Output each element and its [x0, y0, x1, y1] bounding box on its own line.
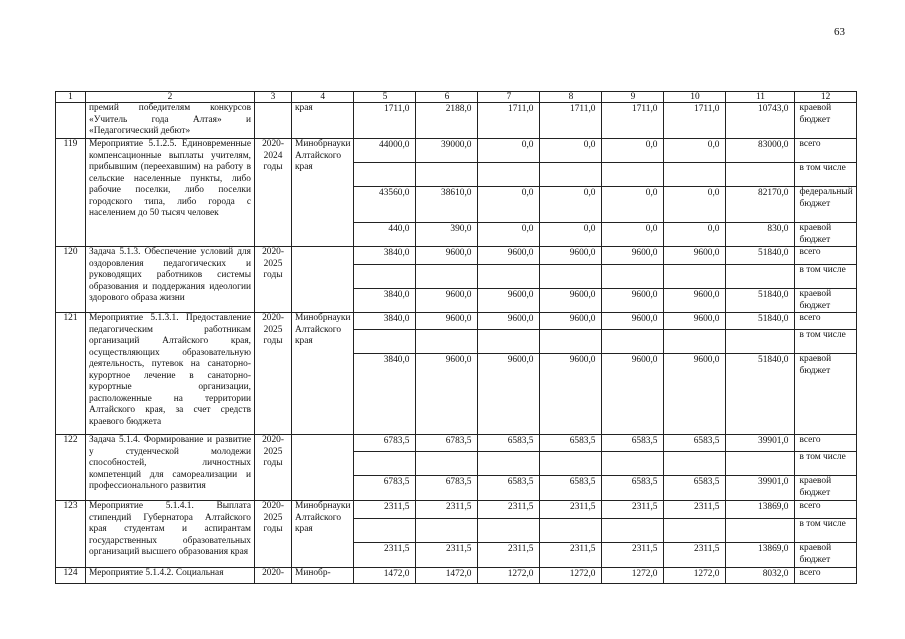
value-cell: 6583,5 [540, 476, 602, 501]
value-cell: 9600,0 [602, 354, 664, 435]
value-cell: 9600,0 [664, 289, 726, 313]
value-cell: 0,0 [478, 187, 540, 223]
table-row [56, 247, 857, 265]
funding-source: краевой бюджет [795, 103, 856, 139]
value-cell: 44000,0 [354, 139, 416, 163]
value-cell: 3840,0 [354, 247, 416, 265]
funding-source: всего [795, 435, 856, 452]
row-description: премий победителям конкурсов «Учитель года Алтая» и «Педагогический дебют» [86, 103, 255, 139]
value-cell: 2311,5 [602, 543, 664, 568]
value-cell: 9600,0 [664, 354, 726, 435]
value-cell [664, 519, 726, 543]
value-cell [354, 452, 416, 476]
value-cell [726, 163, 795, 187]
value-cell: 9600,0 [540, 354, 602, 435]
value-cell: 1272,0 [540, 568, 602, 584]
value-cell: 9600,0 [416, 354, 478, 435]
value-cell: 13869,0 [726, 543, 795, 568]
value-cell: 6583,5 [478, 435, 540, 452]
header-cell: 4 [292, 92, 354, 103]
value-cell: 51840,0 [726, 354, 795, 435]
value-cell: 9600,0 [664, 313, 726, 330]
value-cell: 440,0 [354, 223, 416, 247]
value-cell: 8032,0 [726, 568, 795, 584]
funding-source: краевой бюджет [795, 223, 856, 247]
value-cell: 0,0 [602, 187, 664, 223]
row-years: 2020-2025 годы [255, 247, 292, 313]
header-cell: 10 [664, 92, 726, 103]
row-years: 2020-2025 годы [255, 313, 292, 435]
value-cell [354, 330, 416, 354]
value-cell [726, 330, 795, 354]
value-cell: 2311,5 [478, 543, 540, 568]
row-years: 2020- [255, 568, 292, 584]
value-cell: 6783,5 [416, 476, 478, 501]
value-cell: 2188,0 [416, 103, 478, 139]
row-number: 124 [56, 568, 86, 584]
funding-source: всего [795, 313, 856, 330]
value-cell: 1272,0 [664, 568, 726, 584]
value-cell: 51840,0 [726, 247, 795, 265]
value-cell: 0,0 [664, 139, 726, 163]
header-cell: 2 [86, 92, 255, 103]
row-number: 120 [56, 247, 86, 313]
value-cell [416, 330, 478, 354]
value-cell: 9600,0 [540, 313, 602, 330]
value-cell [416, 265, 478, 289]
value-cell [478, 452, 540, 476]
funding-source: краевой бюджет [795, 476, 856, 501]
value-cell: 1711,0 [540, 103, 602, 139]
funding-source: всего [795, 568, 856, 584]
header-cell: 7 [478, 92, 540, 103]
page-number: 63 [834, 26, 845, 38]
row-number: 122 [56, 435, 86, 501]
table-header-row [56, 92, 857, 103]
row-number: 119 [56, 139, 86, 247]
value-cell: 6583,5 [664, 476, 726, 501]
row-description: Задача 5.1.3. Обеспечение условий для оздоровления педагогических и руководящих работников системы образования и поддержания идеологии здорового образа жизни [86, 247, 255, 313]
value-cell [664, 265, 726, 289]
value-cell: 51840,0 [726, 313, 795, 330]
funding-source: краевой бюджет [795, 289, 856, 313]
header-cell: 8 [540, 92, 602, 103]
value-cell: 0,0 [540, 187, 602, 223]
value-cell [540, 330, 602, 354]
value-cell: 6583,5 [602, 435, 664, 452]
value-cell [416, 163, 478, 187]
value-cell: 43560,0 [354, 187, 416, 223]
funding-source: краевой бюджет [795, 543, 856, 568]
value-cell: 1711,0 [478, 103, 540, 139]
value-cell: 830,0 [726, 223, 795, 247]
value-cell: 2311,5 [540, 543, 602, 568]
value-cell: 1711,0 [602, 103, 664, 139]
value-cell [478, 519, 540, 543]
value-cell: 13869,0 [726, 501, 795, 519]
value-cell: 1472,0 [354, 568, 416, 584]
row-organization: края [292, 103, 354, 139]
header-cell: 11 [726, 92, 795, 103]
row-years: 2020-2025 годы [255, 435, 292, 501]
value-cell [602, 519, 664, 543]
value-cell: 0,0 [664, 223, 726, 247]
row-organization: Минобрнауки Алтайского края [292, 139, 354, 247]
value-cell [602, 330, 664, 354]
value-cell [602, 452, 664, 476]
table-row [56, 501, 857, 519]
value-cell: 39901,0 [726, 476, 795, 501]
row-description: Задача 5.1.4. Формирование и развитие у студенческой молодежи способностей, личностных компетенций для самореализации и профессионального развития [86, 435, 255, 501]
value-cell: 39901,0 [726, 435, 795, 452]
header-cell: 5 [354, 92, 416, 103]
row-organization: Минобрнауки Алтайского края [292, 313, 354, 435]
value-cell: 9600,0 [602, 247, 664, 265]
value-cell: 6783,5 [416, 435, 478, 452]
funding-source: в том числе [795, 452, 856, 476]
funding-source: краевой бюджет [795, 354, 856, 435]
value-cell [416, 519, 478, 543]
value-cell: 9600,0 [416, 289, 478, 313]
value-cell: 6583,5 [540, 435, 602, 452]
funding-source: всего [795, 501, 856, 519]
value-cell [602, 163, 664, 187]
value-cell: 1272,0 [478, 568, 540, 584]
header-cell: 3 [255, 92, 292, 103]
row-number-cell [56, 103, 86, 139]
header-cell: 6 [416, 92, 478, 103]
value-cell: 2311,5 [416, 501, 478, 519]
funding-source: в том числе [795, 265, 856, 289]
row-number: 123 [56, 501, 86, 568]
header-cell: 9 [602, 92, 664, 103]
row-organization [292, 435, 354, 501]
funding-source: федеральный бюджет [795, 187, 856, 223]
value-cell: 2311,5 [664, 501, 726, 519]
value-cell: 2311,5 [354, 501, 416, 519]
value-cell: 0,0 [540, 139, 602, 163]
value-cell: 0,0 [664, 187, 726, 223]
row-years: 2020-2024 годы [255, 139, 292, 247]
value-cell: 6583,5 [602, 476, 664, 501]
value-cell: 3840,0 [354, 313, 416, 330]
value-cell: 1272,0 [602, 568, 664, 584]
value-cell [726, 452, 795, 476]
value-cell: 9600,0 [478, 354, 540, 435]
value-cell [726, 265, 795, 289]
value-cell: 2311,5 [354, 543, 416, 568]
value-cell [726, 519, 795, 543]
value-cell [540, 452, 602, 476]
value-cell [354, 163, 416, 187]
value-cell [416, 452, 478, 476]
value-cell: 3840,0 [354, 354, 416, 435]
value-cell: 6583,5 [664, 435, 726, 452]
value-cell: 2311,5 [664, 543, 726, 568]
value-cell: 9600,0 [416, 313, 478, 330]
row-description: Мероприятие 5.1.4.2. Социальная [86, 568, 255, 584]
row-years [255, 103, 292, 139]
table-row [56, 313, 857, 330]
value-cell: 82170,0 [726, 187, 795, 223]
funding-source: всего [795, 247, 856, 265]
value-cell: 83000,0 [726, 139, 795, 163]
value-cell [354, 519, 416, 543]
table-row [56, 568, 857, 584]
value-cell: 0,0 [602, 139, 664, 163]
value-cell: 9600,0 [602, 289, 664, 313]
row-organization [292, 247, 354, 313]
value-cell: 39000,0 [416, 139, 478, 163]
value-cell: 2311,5 [478, 501, 540, 519]
value-cell: 9600,0 [602, 313, 664, 330]
table-row [56, 139, 857, 163]
funding-source: всего [795, 139, 856, 163]
row-description: Мероприятие 5.1.4.1. Выплата стипендий Губернатора Алтайского края студентам и аспирантам государственных образовательных организаций высшего образования края [86, 501, 255, 568]
header-cell: 1 [56, 92, 86, 103]
value-cell [664, 163, 726, 187]
value-cell [664, 452, 726, 476]
value-cell: 9600,0 [478, 289, 540, 313]
row-number: 121 [56, 313, 86, 435]
value-cell: 0,0 [540, 223, 602, 247]
funding-source: в том числе [795, 163, 856, 187]
header-cell: 12 [795, 92, 856, 103]
value-cell: 6783,5 [354, 435, 416, 452]
table-row [56, 103, 857, 139]
value-cell: 0,0 [602, 223, 664, 247]
value-cell: 10743,0 [726, 103, 795, 139]
table-row [56, 435, 857, 452]
value-cell [540, 519, 602, 543]
row-description: Мероприятие 5.1.3.1. Предоставление педагогическим работникам организаций Алтайского края, осуществляющих образовательную деятельность, путевок на санаторно-курортное лечение в санаторно-курортные организации, расположенные на территории Алтайского края, за счет средств краевого бюджета [86, 313, 255, 435]
value-cell: 390,0 [416, 223, 478, 247]
value-cell: 0,0 [478, 139, 540, 163]
value-cell: 1711,0 [664, 103, 726, 139]
value-cell [478, 330, 540, 354]
funding-source: в том числе [795, 519, 856, 543]
value-cell: 9600,0 [478, 313, 540, 330]
value-cell: 9600,0 [416, 247, 478, 265]
funding-source: в том числе [795, 330, 856, 354]
value-cell: 9600,0 [478, 247, 540, 265]
value-cell [354, 265, 416, 289]
value-cell [540, 163, 602, 187]
value-cell: 2311,5 [540, 501, 602, 519]
value-cell [664, 330, 726, 354]
value-cell: 1472,0 [416, 568, 478, 584]
value-cell [478, 163, 540, 187]
value-cell: 9600,0 [664, 247, 726, 265]
row-organization: Минобрнауки Алтайского края [292, 501, 354, 568]
budget-table [55, 91, 857, 584]
value-cell: 2311,5 [602, 501, 664, 519]
value-cell: 9600,0 [540, 247, 602, 265]
value-cell: 38610,0 [416, 187, 478, 223]
value-cell: 51840,0 [726, 289, 795, 313]
value-cell: 6783,5 [354, 476, 416, 501]
value-cell: 0,0 [478, 223, 540, 247]
value-cell [540, 265, 602, 289]
value-cell: 2311,5 [416, 543, 478, 568]
row-organization: Минобр- [292, 568, 354, 584]
value-cell: 9600,0 [540, 289, 602, 313]
row-years: 2020-2025 годы [255, 501, 292, 568]
value-cell: 3840,0 [354, 289, 416, 313]
row-description: Мероприятие 5.1.2.5. Единовременные компенсационные выплаты учителям, прибывшим (переехавшим) на работу в сельские населенные пункты, либо рабочие поселки, либо поселки городского типа, либо города с населением до 50 тысяч человек [86, 139, 255, 247]
value-cell: 6583,5 [478, 476, 540, 501]
value-cell: 1711,0 [354, 103, 416, 139]
value-cell [478, 265, 540, 289]
value-cell [602, 265, 664, 289]
